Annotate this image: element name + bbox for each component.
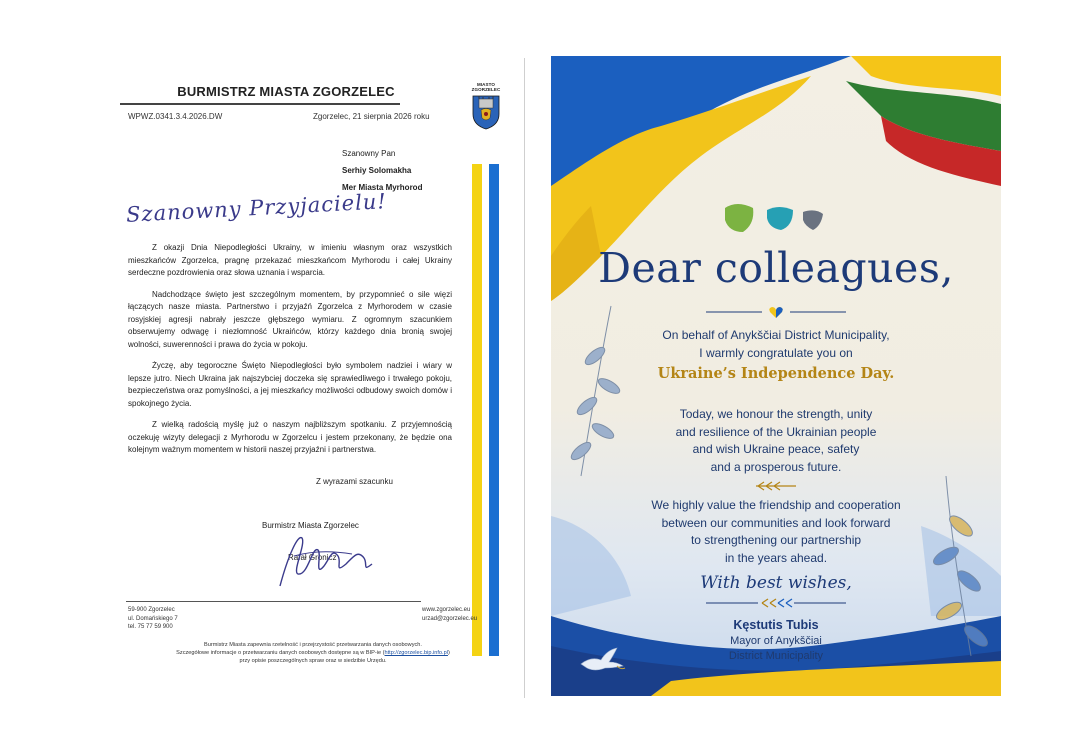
- sender-name: Kęstutis Tubis: [733, 618, 819, 632]
- reference-number: WPWZ.0341.3.4.2026.DW: [128, 112, 223, 121]
- text-line: to strengthening our partnership: [690, 533, 862, 547]
- footer-contact: [422, 606, 477, 623]
- closing-phrase: Z wyrazami szacunku: [316, 477, 393, 486]
- recipient-name: Serhiy Solomakha: [342, 166, 412, 175]
- letter-paragraph: Nadchodzące święto jest szczególnym momentem, by przypomnieć o sile więzi łączących nasze miasta. Partnerstwo i przyjaźń Zgorzelca z Myrhorodem w czasie rosyjskiej agresji nabrały jeszcze głębszego wymiaru. Z ogromnym szacunkiem obserwujemy odwagę i niezłomność Ukraińców, którzy każdego dnia bronią swojej wolności, suwerenności i prawa do życia w pokoju.: [128, 289, 452, 349]
- signatory-title: Burmistrz Miasta Zgorzelec: [262, 521, 359, 530]
- ukraine-yellow-stripe: [472, 164, 482, 656]
- letter-paragraph: Z okazji Dnia Niepodległości Ukrainy, w imieniu własnym oraz wszystkich mieszkańców Zgorzelca, pragnę przekazać mieszkańcom Myrhorodu i całej Ukrainy serdeczne pozdrowienia oraz słowa uznania i wsparcia.: [128, 243, 452, 277]
- bip-link[interactable]: http://zgorzelec.bip.info.pl: [384, 650, 448, 656]
- best-wishes: With best wishes,: [700, 573, 852, 593]
- signatory-name: Rafał Gronicz: [288, 553, 337, 562]
- page-edge: [524, 58, 525, 698]
- intro-line: I warmly congratulate you on: [699, 346, 853, 360]
- anyksciai-greeting-card: [551, 56, 1001, 696]
- footer-line: ul. Domańskiego 7: [128, 615, 178, 622]
- friendship-paragraph: [551, 497, 1001, 567]
- gdpr-line: Burmistrz Miasta zapewnia rzetelność i przejrzystość przetwarzania danych osobowych.: [204, 642, 422, 648]
- footer-divider: [126, 601, 421, 602]
- letter-paragraph: Życzę, aby tegoroczne Święto Niepodległości było symbolem nadziei i wiary w lepsze jutro. Niech Ukraina jak najszybciej doczeka się sprawiedliwego i trwałego pokoju, bezpieczeństwa oraz pomyślności, a jej mieszkańcy możliwości odbudowy swoich domów i spokojnego życia.: [128, 361, 452, 408]
- text-line: between our communities and look forward: [661, 515, 891, 530]
- letter-header-title: BURMISTRZ MIASTA ZGORZELEC: [177, 84, 395, 99]
- crest-label: MIASTO ZGORZELEC: [471, 82, 501, 92]
- letter-paragraph: Z wielką radością myślę już o naszym najbliższym spotkaniu. Z przyjemnością oczekuję wizyty delegacji z Myrhorodu w Zgorzelcu i jestem przekonany, że będzie ona kolejnym ważnym momentem w historii naszej przyjaźni i partnerstwa.: [128, 420, 452, 454]
- role-line: Mayor of Anykščiai: [730, 635, 822, 647]
- ornament-divider: [706, 597, 846, 609]
- coat-of-arms-icon: [471, 94, 501, 130]
- text-line: and a prosperous future.: [710, 459, 842, 474]
- handwritten-signature: [268, 516, 388, 596]
- gdpr-line: przy opisie poszczególnych spraw oraz w siedzibie Urzędu.: [239, 658, 387, 664]
- text-line: and wish Ukraine peace, safety: [692, 442, 860, 456]
- recipient-role: Mer Miasta Myrhorod: [342, 183, 423, 192]
- ukraine-blue-stripe: [489, 164, 499, 656]
- independence-day-heading: Ukraine’s Independence Day.: [657, 365, 895, 382]
- card-title: Dear colleagues,: [598, 244, 954, 292]
- text-line: in the years ahead.: [724, 550, 828, 565]
- intro-line: On behalf of Anykščiai District Municipality,: [662, 328, 890, 342]
- text-line: Today, we honour the strength, unity: [679, 407, 873, 421]
- gdpr-note: [148, 641, 478, 665]
- leaf-logo-icon: [723, 202, 829, 236]
- letter-date: Zgorzelec, 21 sierpnia 2026 roku: [313, 112, 430, 121]
- header-divider: [120, 103, 400, 105]
- footer-address: [128, 606, 178, 632]
- letter-body: [128, 242, 452, 466]
- text-line: We highly value the friendship and cooperation: [651, 498, 901, 512]
- gdpr-line: [148, 649, 478, 657]
- footer-line: 59-900 Zgorzelec: [128, 607, 175, 613]
- zgorzelec-letter: [108, 40, 526, 696]
- intro-text: [551, 326, 1001, 362]
- footer-line: tel. 75 77 59 900: [128, 624, 173, 630]
- gdpr-text: ): [447, 650, 450, 656]
- city-crest: [466, 82, 506, 130]
- ornament-icon: [756, 481, 796, 491]
- role-line: District Municipality: [728, 649, 824, 662]
- text-line: and resilience of the Ukrainian people: [675, 424, 877, 439]
- recipient-salutation: Szanowny Pan: [342, 149, 396, 158]
- dove-icon: [577, 646, 627, 676]
- gdpr-text: Szczegółowe informacje o przetwarzaniu danych osobowych dostępne są w BIP-ie (: [176, 650, 385, 656]
- handwritten-greeting: Szanowny Przyjacielu!: [125, 189, 388, 227]
- honour-paragraph: [551, 406, 1001, 476]
- footer-email: urzad@zgorzelec.eu: [422, 615, 478, 622]
- heart-divider: [706, 305, 846, 319]
- footer-website: www.zgorzelec.eu: [422, 607, 471, 613]
